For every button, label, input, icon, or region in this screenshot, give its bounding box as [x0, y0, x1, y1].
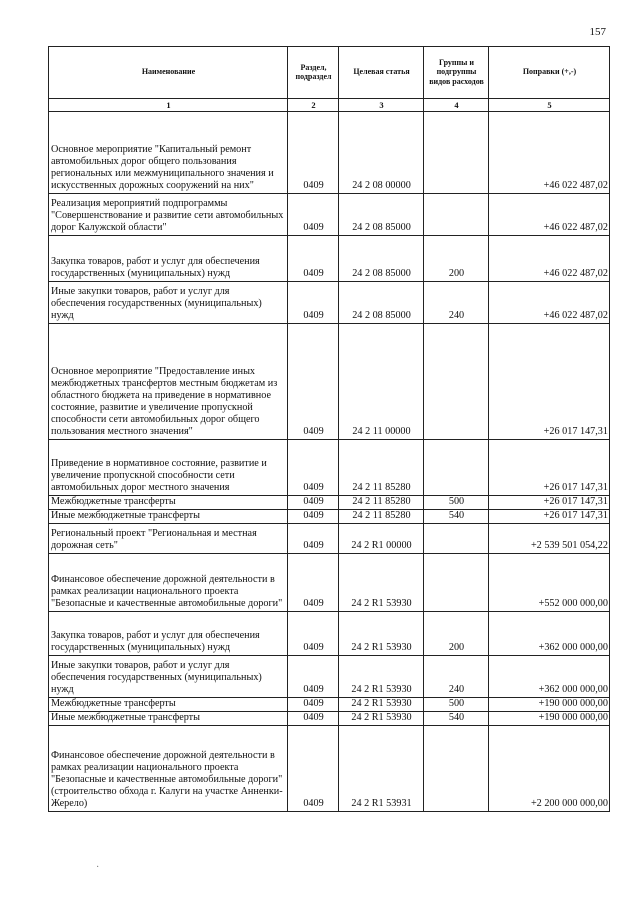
- table-row: [49, 440, 610, 496]
- table-row: [49, 510, 610, 524]
- table-row: [49, 554, 610, 612]
- row-group: 240: [424, 656, 489, 698]
- row-name: Реализация мероприятий подпрограммы "Совершенствование и развитие сети автомобильных дорог Калужской области": [49, 194, 288, 236]
- row-group: 540: [424, 712, 489, 726]
- row-section: 0409: [288, 612, 339, 656]
- row-amount: +26 017 147,31: [489, 496, 610, 510]
- row-group: 200: [424, 612, 489, 656]
- row-group: [424, 554, 489, 612]
- row-section: 0409: [288, 712, 339, 726]
- row-section: 0409: [288, 194, 339, 236]
- row-name: Региональный проект "Региональная и местная дорожная сеть": [49, 524, 288, 554]
- row-name: Межбюджетные трансферты: [49, 698, 288, 712]
- row-target: 24 2 11 85280: [339, 496, 424, 510]
- row-name: Закупка товаров, работ и услуг для обеспечения государственных (муниципальных) нужд: [49, 612, 288, 656]
- row-group: 240: [424, 282, 489, 324]
- row-name: Финансовое обеспечение дорожной деятельности в рамках реализации национального проекта "Безопасные и качественные автомобильные дороги": [49, 554, 288, 612]
- table-row: [49, 524, 610, 554]
- header-amendments: Поправки (+,-): [489, 47, 610, 99]
- table-row: [49, 612, 610, 656]
- table-row: [49, 496, 610, 510]
- table-row: [49, 112, 610, 194]
- row-amount: +190 000 000,00: [489, 712, 610, 726]
- row-group: [424, 726, 489, 812]
- row-name: Приведение в нормативное состояние, развитие и увеличение пропускной способности сети автомобильных дорог местного значения: [49, 440, 288, 496]
- row-name: Иные межбюджетные трансферты: [49, 712, 288, 726]
- row-section: 0409: [288, 656, 339, 698]
- table-row: [49, 282, 610, 324]
- header-section: Раздел, подраздел: [288, 47, 339, 99]
- row-target: 24 2 11 85280: [339, 440, 424, 496]
- row-target: 24 2 R1 53930: [339, 612, 424, 656]
- table-row: [49, 656, 610, 698]
- row-section: 0409: [288, 524, 339, 554]
- row-target: 24 2 R1 53931: [339, 726, 424, 812]
- row-target: 24 2 08 85000: [339, 194, 424, 236]
- row-target: 24 2 R1 00000: [339, 524, 424, 554]
- row-group: [424, 324, 489, 440]
- table-row: [49, 236, 610, 282]
- row-name: Основное мероприятие "Капитальный ремонт автомобильных дорог общего пользования региональных или межмуниципального значения и искусственных дорожных сооружений на них": [49, 112, 288, 194]
- row-section: 0409: [288, 282, 339, 324]
- column-number: 2: [288, 99, 339, 112]
- row-amount: +26 017 147,31: [489, 440, 610, 496]
- row-section: 0409: [288, 510, 339, 524]
- row-group: [424, 524, 489, 554]
- row-target: 24 2 11 85280: [339, 510, 424, 524]
- row-section: 0409: [288, 554, 339, 612]
- row-amount: +46 022 487,02: [489, 236, 610, 282]
- row-name: Финансовое обеспечение дорожной деятельности в рамках реализации национального проекта "Безопасные и качественные автомобильные дороги" (строительство обхода г. Калуги на участке Анненки-Жерело): [49, 726, 288, 812]
- row-amount: +2 539 501 054,22: [489, 524, 610, 554]
- row-amount: +46 022 487,02: [489, 194, 610, 236]
- row-target: 24 2 R1 53930: [339, 698, 424, 712]
- row-section: 0409: [288, 496, 339, 510]
- row-amount: +46 022 487,02: [489, 282, 610, 324]
- row-amount: +46 022 487,02: [489, 112, 610, 194]
- row-section: 0409: [288, 112, 339, 194]
- column-number: 5: [489, 99, 610, 112]
- row-target: 24 2 R1 53930: [339, 656, 424, 698]
- column-number: 4: [424, 99, 489, 112]
- column-number: 1: [49, 99, 288, 112]
- row-group: [424, 112, 489, 194]
- row-section: 0409: [288, 440, 339, 496]
- row-section: 0409: [288, 698, 339, 712]
- row-amount: +190 000 000,00: [489, 698, 610, 712]
- table-row: [49, 324, 610, 440]
- row-target: 24 2 08 85000: [339, 282, 424, 324]
- row-group: 540: [424, 510, 489, 524]
- header-target: Целевая статья: [339, 47, 424, 99]
- row-group: [424, 440, 489, 496]
- row-target: 24 2 R1 53930: [339, 554, 424, 612]
- row-group: [424, 194, 489, 236]
- row-amount: +2 200 000 000,00: [489, 726, 610, 812]
- row-section: 0409: [288, 236, 339, 282]
- row-name: Межбюджетные трансферты: [49, 496, 288, 510]
- row-section: 0409: [288, 726, 339, 812]
- row-target: 24 2 08 85000: [339, 236, 424, 282]
- table-row: [49, 698, 610, 712]
- row-target: 24 2 08 00000: [339, 112, 424, 194]
- row-name: Основное мероприятие "Предоставление иных межбюджетных трансфертов местным бюджетам из областного бюджета на приведение в нормативное состояние, развитие и увеличение пропускной способности сети автомобильных дорог общего пользования местного значения": [49, 324, 288, 440]
- row-group: 500: [424, 496, 489, 510]
- header-name: Наименование: [49, 47, 288, 99]
- row-name: Иные закупки товаров, работ и услуг для обеспечения государственных (муниципальных) нужд: [49, 656, 288, 698]
- row-group: 200: [424, 236, 489, 282]
- row-name: Закупка товаров, работ и услуг для обеспечения государственных (муниципальных) нужд: [49, 236, 288, 282]
- row-amount: +26 017 147,31: [489, 324, 610, 440]
- row-amount: +26 017 147,31: [489, 510, 610, 524]
- table-row: [49, 712, 610, 726]
- table-row: [49, 194, 610, 236]
- row-target: 24 2 11 00000: [339, 324, 424, 440]
- row-amount: +552 000 000,00: [489, 554, 610, 612]
- row-name: Иные закупки товаров, работ и услуг для обеспечения государственных (муниципальных) нужд: [49, 282, 288, 324]
- table-row: [49, 726, 610, 812]
- row-section: 0409: [288, 324, 339, 440]
- row-target: 24 2 R1 53930: [339, 712, 424, 726]
- budget-amendments-table: [48, 46, 610, 812]
- row-group: 500: [424, 698, 489, 712]
- page-number: 157: [589, 26, 606, 38]
- row-amount: +362 000 000,00: [489, 612, 610, 656]
- header-groups: Группы и подгруппы видов расходов: [424, 47, 489, 99]
- row-amount: +362 000 000,00: [489, 656, 610, 698]
- column-number: 3: [339, 99, 424, 112]
- row-name: Иные межбюджетные трансферты: [49, 510, 288, 524]
- scan-speck: ·: [96, 862, 100, 873]
